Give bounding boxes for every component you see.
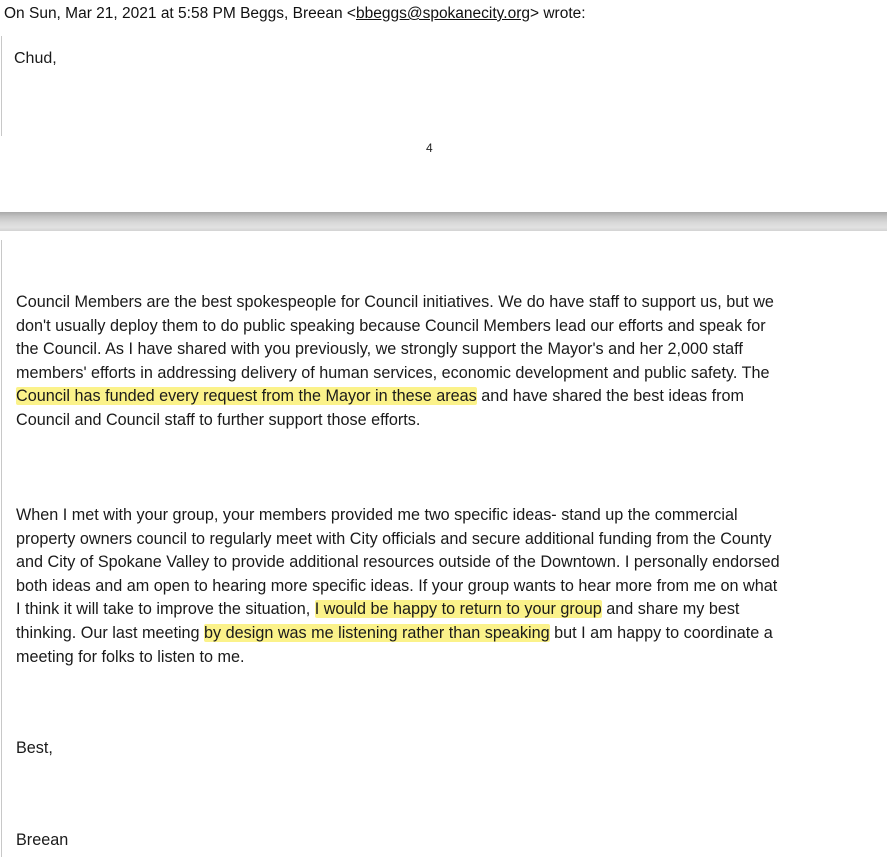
text-line: meeting for folks to listen to me. — [16, 647, 245, 666]
sender-email-link[interactable]: bbeggs@spokanecity.org — [355, 5, 530, 22]
greeting: Chud, — [14, 50, 57, 67]
text-segment: and have shared the best ideas from — [476, 387, 744, 406]
highlighted-text: I would be happy to return to your group — [314, 600, 602, 619]
paragraph-council-members — [16, 291, 882, 433]
header-prefix: On Sun, Mar 21, 2021 at 5:58 PM Beggs, Breean < — [4, 5, 356, 22]
text-line: property owners council to regularly meet with City officials and secure additional funding from the County — [16, 529, 772, 548]
quote-border — [1, 240, 2, 857]
page-break-divider — [0, 212, 887, 231]
email-quote-header — [4, 5, 586, 23]
text-line: and City of Spokane Valley to provide additional resources outside of the Downtown. I personally endorsed — [16, 553, 780, 572]
text-line: Council Members are the best spokespeople for Council initiatives. We do have staff to support us, but we — [16, 293, 774, 311]
highlighted-text: by design was me listening rather than speaking — [204, 623, 550, 642]
text-line — [16, 385, 882, 409]
text-line: When I met with your group, your members provided me two specific ideas- stand up the commercial — [16, 506, 738, 524]
quote-border — [1, 36, 2, 136]
text-line — [16, 622, 882, 646]
text-segment: but I am happy to coordinate a — [549, 623, 773, 642]
highlighted-text: Council has funded every request from the Mayor in these areas — [16, 387, 477, 406]
header-suffix: > wrote: — [529, 5, 586, 22]
text-segment: I think it will take to improve the situation, — [16, 600, 315, 619]
text-segment: thinking. Our last meeting — [16, 623, 205, 642]
text-line: the Council. As I have shared with you previously, we strongly support the Mayor's and her 2,000 staff — [16, 340, 743, 359]
page-number: 4 — [426, 141, 433, 155]
text-line: don't usually deploy them to do public speaking because Council Members lead our efforts and speak for — [16, 316, 766, 335]
closing: Best, — [16, 739, 53, 757]
text-line — [16, 598, 882, 622]
text-segment: and share my best — [601, 600, 740, 619]
signature: Breean — [16, 831, 69, 849]
text-line: members' efforts in addressing delivery of human services, economic development and public safety. The — [16, 363, 770, 382]
paragraph-group-meeting — [16, 504, 882, 669]
text-line: both ideas and am open to hearing more specific ideas. If your group wants to hear more from me on what — [16, 576, 778, 595]
text-line: Council and Council staff to further support those efforts. — [16, 410, 421, 429]
